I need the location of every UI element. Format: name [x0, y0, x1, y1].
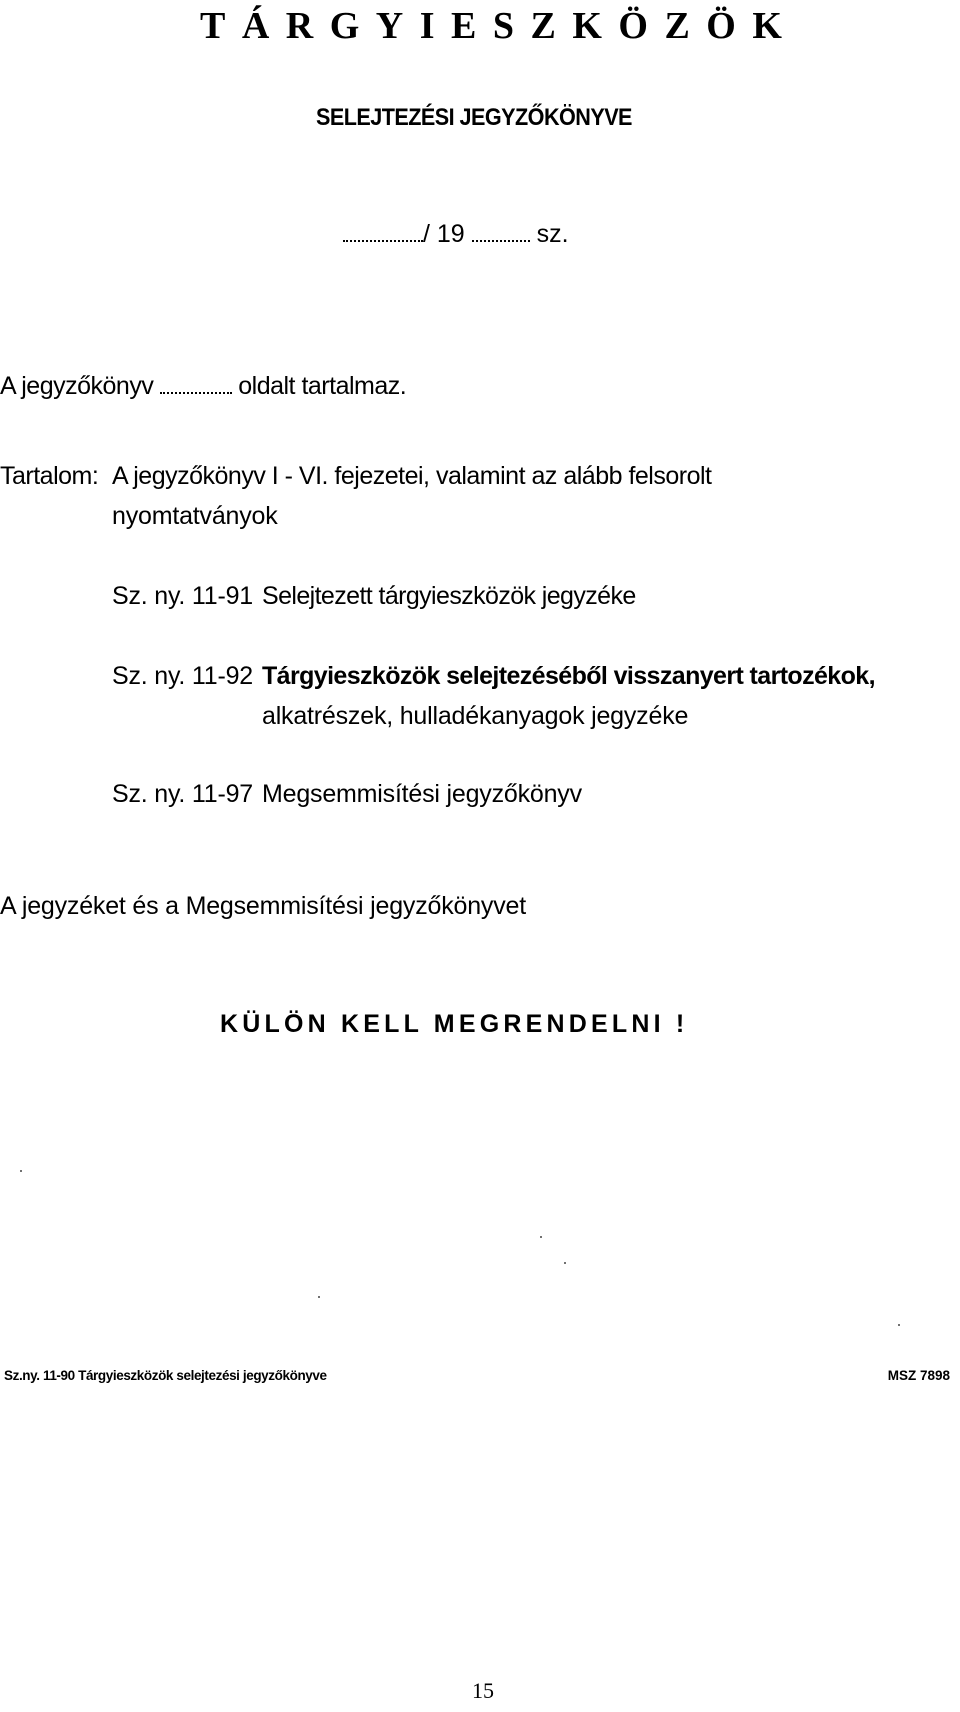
form-item	[112, 780, 582, 809]
number-suffix: sz.	[536, 220, 569, 248]
form-code: Sz. ny. 11-91	[112, 582, 253, 610]
form-title-line-2: alkatrészek, hulladékanyagok jegyzéke	[262, 702, 689, 730]
form-item	[112, 582, 636, 611]
scan-speck	[318, 1296, 320, 1298]
scan-speck	[20, 1170, 22, 1172]
document-title: TÁRGYIESZKÖZÖK	[200, 5, 799, 47]
form-code: Sz. ny. 11-92	[112, 662, 253, 690]
pages-prefix: A jegyzőkönyv	[0, 372, 154, 400]
form-title: Selejtezett tárgyieszközök jegyzéke	[262, 582, 636, 610]
contents-line-1: A jegyzőkönyv I - VI. fejezetei, valamint az alább felsorolt	[112, 462, 712, 490]
year-blank-field[interactable]	[472, 222, 530, 242]
document-subtitle: SELEJTEZÉSI JEGYZŐKÖNYVE	[316, 104, 632, 131]
scan-speck	[898, 1324, 900, 1326]
form-code: Sz. ny. 11-97	[112, 780, 253, 808]
scan-speck	[564, 1262, 566, 1264]
page-number: 15	[472, 1678, 494, 1703]
form-title: Megsemmisítési jegyzőkönyv	[262, 780, 582, 808]
form-item	[112, 662, 875, 691]
scan-speck	[540, 1236, 542, 1238]
document-number-line	[343, 220, 569, 249]
footer-standard-number: MSZ 7898	[887, 1368, 950, 1383]
contents-line-2: nyomtatványok	[112, 502, 278, 530]
pages-line	[0, 372, 406, 401]
number-slash-year: / 19	[423, 220, 465, 248]
form-title: Tárgyieszközök selejtezéséből visszanyert tartozékok,	[262, 662, 875, 690]
pages-suffix: oldalt tartalmaz.	[238, 372, 407, 400]
pages-blank-field[interactable]	[160, 374, 232, 394]
order-notice: KÜLÖN KELL MEGRENDELNI !	[220, 1010, 689, 1038]
number-blank-field[interactable]	[343, 222, 423, 242]
footer-form-reference: Sz.ny. 11-90 Tárgyieszközök selejtezési jegyzőkönyve	[4, 1368, 327, 1383]
order-note: A jegyzéket és a Megsemmisítési jegyzőkönyvet	[0, 892, 526, 920]
contents-label: Tartalom:	[0, 462, 99, 490]
